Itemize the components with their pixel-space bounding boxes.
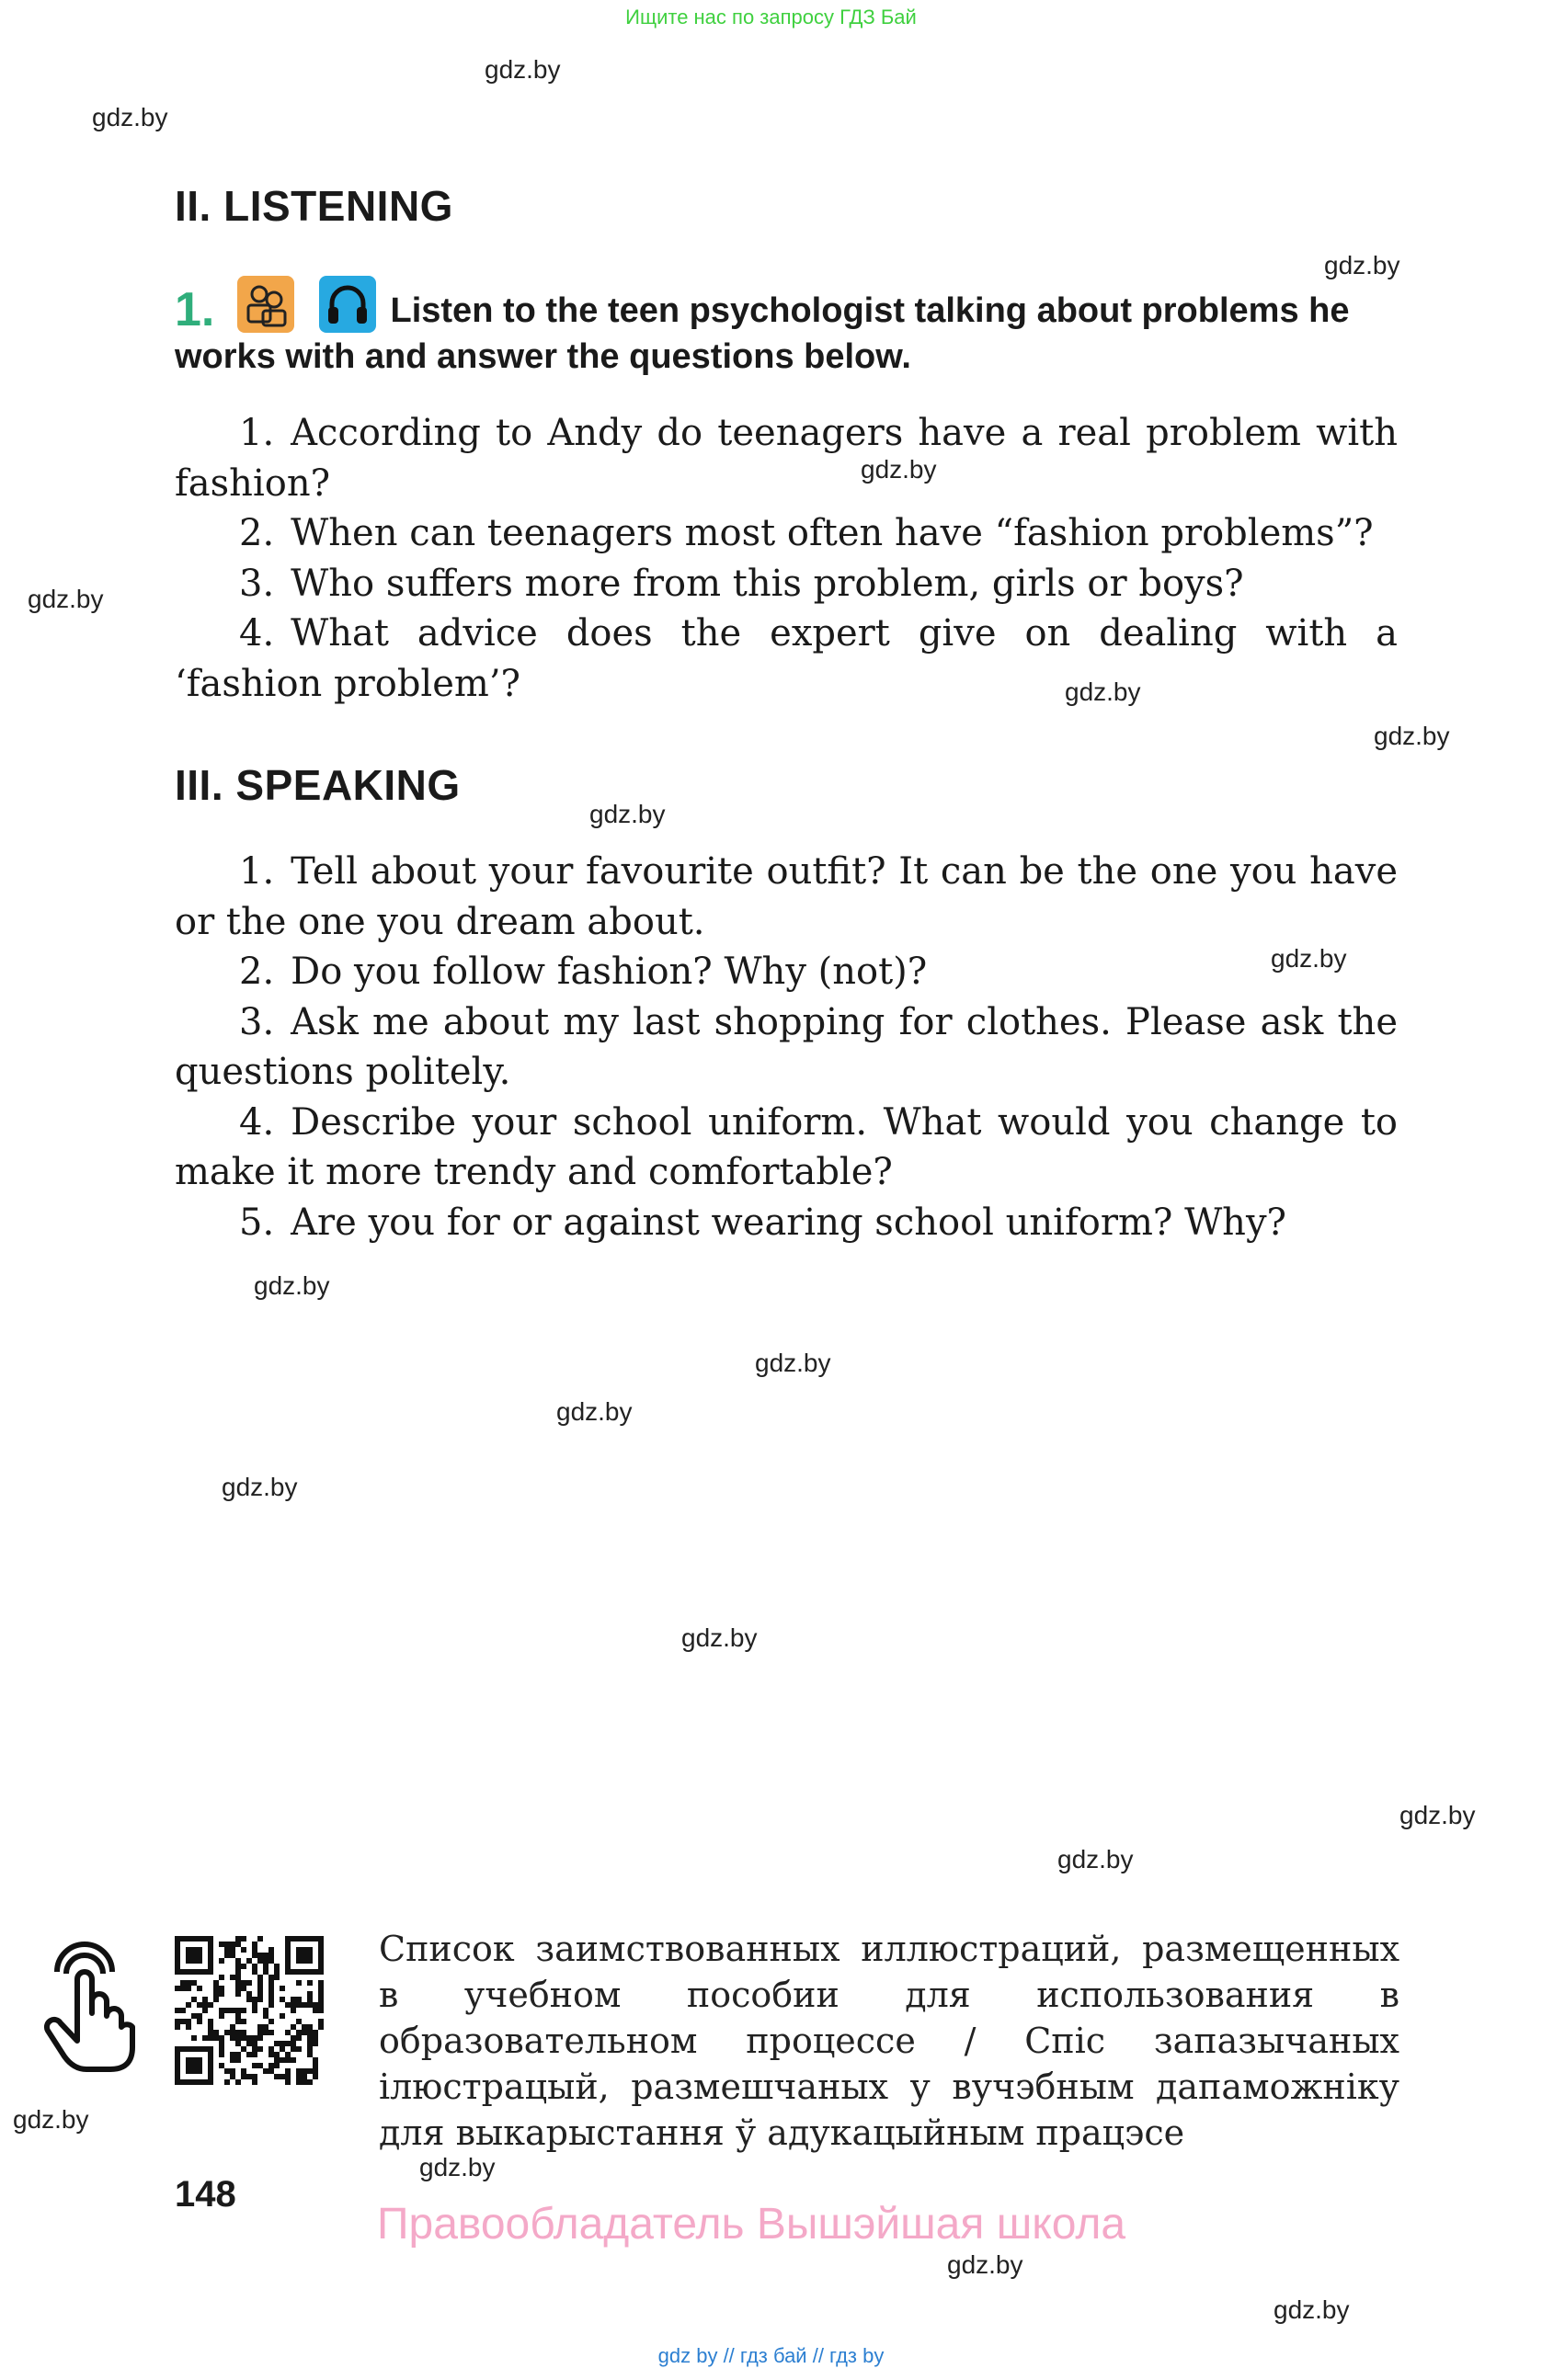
watermark: gdz.by	[1274, 2295, 1350, 2324]
headphones-icon	[319, 276, 376, 333]
qr-code[interactable]	[175, 1936, 324, 2090]
list-item: 3. Who suffers more from this problem, girls or boys?	[239, 562, 1244, 605]
listening-task	[175, 276, 1407, 380]
watermark: gdz.by	[13, 2105, 89, 2134]
watermark: gdz.by	[556, 1397, 633, 1426]
illustrations-note: Список заимствованных иллюстраций, размещенных в учебном пособии для использования в образовательном процессе / Спіс запазычаных ілюстрацый, размешчаных у вучэбным дапаможніку для выкарыстання ў адукацыйным працэсе	[379, 1929, 1399, 2153]
top-banner: Ищите нас по запросу ГДЗ Бай	[625, 6, 917, 28]
rights-holder: Правообладатель Вышэйшая школа	[377, 2200, 1126, 2249]
watermark: gdz.by	[755, 1349, 831, 1377]
watermark: gdz.by	[28, 585, 104, 613]
pair-work-icon	[237, 276, 294, 333]
listening-heading: II. LISTENING	[175, 182, 453, 230]
watermark: gdz.by	[947, 2250, 1023, 2279]
speaking-questions	[175, 847, 1398, 1247]
tap-hand-icon	[37, 1935, 138, 2078]
watermark: gdz.by	[1065, 678, 1141, 706]
list-item: 4. Describe your school uniform. What would you change to make it more trendy and comfortable?	[175, 1100, 1398, 1193]
list-item: 1. According to Andy do teenagers have a real problem with fashion?	[175, 412, 1398, 505]
list-item: 3. Ask me about my last shopping for clothes. Please ask the questions politely.	[175, 1000, 1398, 1093]
watermark: gdz.by	[1271, 944, 1347, 973]
watermark: gdz.by	[1324, 251, 1400, 279]
watermark: gdz.by	[589, 800, 666, 828]
watermark: gdz.by	[861, 455, 937, 484]
watermark: gdz.by	[1057, 1845, 1134, 1873]
watermark: gdz.by	[92, 103, 168, 131]
watermark: gdz.by	[681, 1623, 758, 1652]
task-text: Listen to the teen psychologist talking about problems he works with and answer the questions below.	[175, 291, 1350, 376]
listening-questions	[175, 408, 1398, 709]
watermark: gdz.by	[1374, 722, 1450, 750]
bottom-banner: gdz by // гдз бай // гдз by	[657, 2344, 885, 2367]
speaking-heading: III. SPEAKING	[175, 761, 461, 809]
watermark: gdz.by	[419, 2153, 496, 2181]
watermark: gdz.by	[254, 1271, 330, 1300]
page-number: 148	[175, 2174, 236, 2215]
watermark: gdz.by	[222, 1473, 298, 1501]
task-number: 1.	[175, 283, 215, 336]
watermark: gdz.by	[485, 55, 561, 84]
list-item: 2. When can teenagers most often have “fashion problems”?	[239, 512, 1374, 554]
list-item: 2. Do you follow fashion? Why (not)?	[239, 951, 928, 993]
list-item: 1. Tell about your favourite outfit? It can be the one you have or the one you dream about.	[175, 850, 1398, 943]
watermark: gdz.by	[1399, 1801, 1476, 1829]
list-item: 5. Are you for or against wearing school uniform? Why?	[239, 1201, 1286, 1244]
list-item: 4. What advice does the expert give on dealing with a ‘fashion problem’?	[175, 612, 1398, 705]
